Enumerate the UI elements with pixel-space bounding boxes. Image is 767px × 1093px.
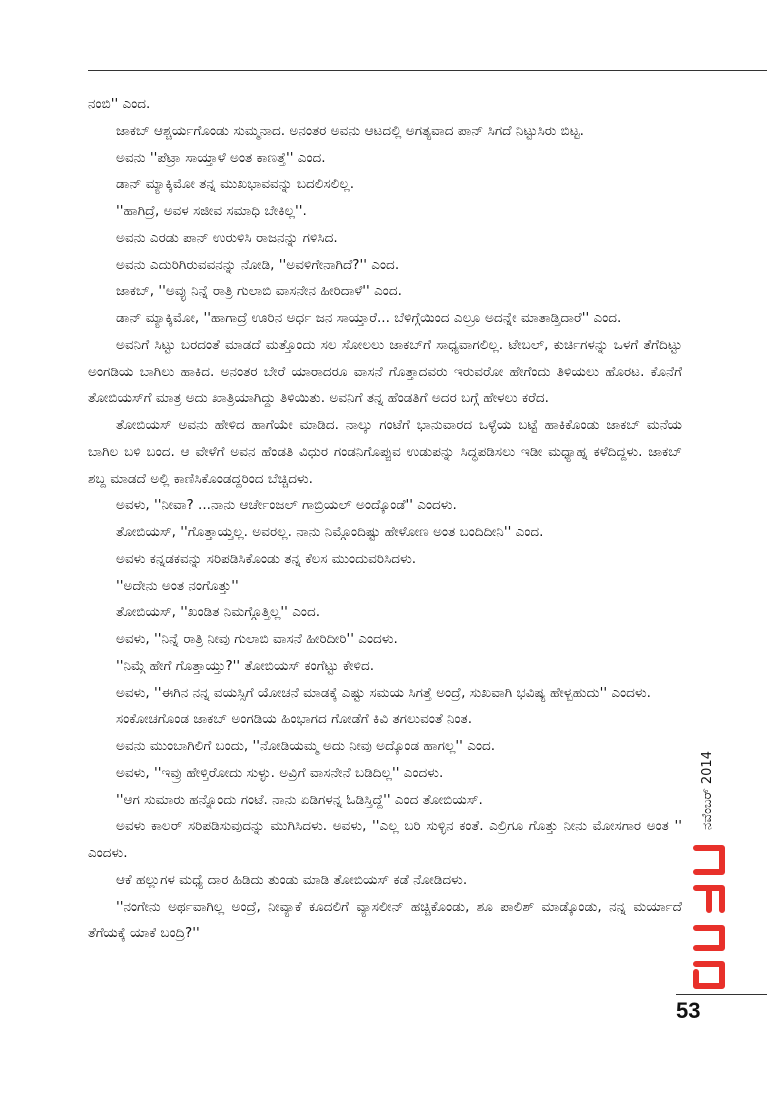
page-number: 53 bbox=[676, 998, 701, 1023]
paragraph: ತೋಬಿಯಸ್ ಅವನು ಹೇಳಿದ ಹಾಗೆಯೇ ಮಾಡಿದ. ನಾಲ್ಕು ಗಂಟೆಗೆ ಭಾನುವಾರದ ಒಳ್ಳೆಯ ಬಟ್ಟೆ ಹಾಕಿಕೊಂಡು ಜಾಕಬ್ ಮನೆಯ ಬಾಗಿಲ ಬಳಿ ಬಂದ. ಆ ವೇಳೆಗೆ ಅವನ ಹೆಂಡತಿ ವಿಧುರ ಗಂಡನಿಗೊಪ್ಪುವ ಉಡುಪನ್ನು ಸಿದ್ಧಪಡಿಸಲು ಇಡೀ ಮಧ್ಯಾಹ್ನ ಕಳೆದಿದ್ದಳು. ಜಾಕಬ್ ಶಬ್ದ ಮಾಡದೆ ಅಲ್ಲಿ ಕಾಣಿಸಿಕೊಂಡದ್ದರಿಂದ ಬೆಚ್ಚಿದಳು. bbox=[88, 417, 682, 487]
paragraph: ಜಾಕಬ್, ''ಅವ್ಳು ನಿನ್ನೆ ರಾತ್ರಿ ಗುಲಾಬಿ ವಾಸನೇನ ಹೀರಿದಾಳೆ'' ಎಂದ. bbox=[116, 283, 402, 300]
paragraph: ಅವಳು ಕನ್ನಡಕವನ್ನು ಸರಿಪಡಿಸಿಕೊಂಡು ತನ್ನ ಕೆಲಸ ಮುಂದುವರಿಸಿದಳು. bbox=[116, 550, 417, 567]
paragraph: ಜಾಕಬ್ ಆಶ್ಚರ್ಯಗೊಂಡು ಸುಮ್ಮನಾದ. ಅನಂತರ ಅವನು ಆಟದಲ್ಲಿ ಅಗತ್ಯವಾದ ಪಾನ್ ಸಿಗದೆ ನಿಟ್ಟುಸಿರು ಬಿಟ್ಟ. bbox=[116, 122, 584, 139]
paragraph: ''ನಿಮ್ಗೆ ಹೇಗೆ ಗೊತ್ತಾಯ್ತು?'' ತೋಬಿಯಸ್ ಕಂಗೆಟ್ಟು ಕೇಳಿದ. bbox=[116, 657, 375, 674]
article-body bbox=[88, 91, 682, 947]
paragraph: ಅವಳು, ''ನಿನ್ನೆ ರಾತ್ರಿ ನೀವು ಗುಲಾಬಿ ವಾಸನೆ ಹೀರಿದೀರಿ'' ಎಂದಳು. bbox=[116, 631, 398, 647]
paragraph: ''ಹಾಗಿದ್ರೆ, ಅವಳ ಸಜೀವ ಸಮಾಧಿ ಬೇಕಿಲ್ಲ''. bbox=[116, 203, 307, 219]
paragraph: ಡಾನ್ ಮ್ಯಾಕ್ಕಿಮೋ, ''ಹಾಗಾದ್ರೆ ಊರಿನ ಅರ್ಧ ಜನ ಸಾಯ್ತಾರೆ... ಬೆಳಿಗ್ಗೆಯಿಂದ ಎಲ್ರೂ ಅದನ್ನೇ ಮಾತಾಡ್ತಿದಾರೆ'' ಎಂದ. bbox=[116, 310, 622, 326]
paragraph: ''ನಂಗೇನು ಅರ್ಥವಾಗಿಲ್ಲ ಅಂದ್ರೆ, ನೀವ್ಯಾಕೆ ಕೂದಲಿಗೆ ವ್ಯಾಸಲೀನ್ ಹಚ್ಚಿಕೊಂಡು, ಶೂ ಪಾಲಿಶ್ ಮಾಡ್ಕೊಂಡು, ನನ್ನ ಮರ್ಯಾದೆ ತೆಗೆಯಕ್ಕೆ ಯಾಕೆ ಬಂದ್ರಿ?'' bbox=[88, 898, 682, 942]
paragraph: ಆಕೆ ಹಲ್ಲುಗಳ ಮಧ್ಯೆ ದಾರ ಹಿಡಿದು ತುಂಡು ಮಾಡಿ ತೋಬಿಯಸ್ ಕಡೆ ನೋಡಿದಳು. bbox=[116, 871, 468, 888]
paragraph: ''ಅದೇನು ಅಂತ ನಂಗೊತ್ತು'' bbox=[116, 577, 239, 594]
paragraph: ಅವನು ಎದುರಿಗಿರುವವನನ್ನು ನೋಡಿ, ''ಅವಳಿಗೇನಾಗಿದೆ?'' ಎಂದ. bbox=[116, 256, 400, 273]
paragraph: ಅವಳು, ''ಈಗಿನ ನನ್ನ ವಯಸ್ಸಿಗೆ ಯೋಚನೆ ಮಾಡಕ್ಕೆ ಎಷ್ಟು ಸಮಯ ಸಿಗತ್ತೆ ಅಂದ್ರೆ, ಸುಖವಾಗಿ ಭವಿಷ್ಯ ಹೇಳ್ಬಹುದು'' ಎಂದಳು. bbox=[116, 684, 651, 701]
paragraph: ಅವನಿಗೆ ಸಿಟ್ಟು ಬರದಂತೆ ಮಾಡದೆ ಮತ್ತೊಂದು ಸಲ ಸೋಲಲು ಜಾಕಬ್‌ಗೆ ಸಾಧ್ಯವಾಗಲಿಲ್ಲ. ಟೇಬಲ್, ಕುರ್ಚಿಗಳನ್ನು ಒಳಗೆ ತೆಗೆದಿಟ್ಟು ಅಂಗಡಿಯ ಬಾಗಿಲು ಹಾಕಿದ. ಅನಂತರ ಬೇರೆ ಯಾರಾದರೂ ವಾಸನೆ ಗೊತ್ತಾದವರು ಇರುವರೋ ಹೇಗೆಂದು ತಿಳಿಯಲು ಹೊರಟ. ಕೊನೆಗೆ ತೋಬಿಯಸ್‌ಗೆ ಮಾತ್ರ ಅದು ಖಾತ್ರಿಯಾಗಿದ್ದು ತಿಳಿಯಿತು. ಅವನಿಗೆ ತನ್ನ ಹೆಂಡತಿಗೆ ಅದರ ಬಗ್ಗೆ ಹೇಳಲು ಕರೆದ. bbox=[88, 336, 682, 407]
paragraph: ''ಆಗ ಸುಮಾರು ಹನ್ನೊಂದು ಗಂಟೆ. ನಾನು ಏಡಿಗಳನ್ನ ಓಡಿಸ್ತಿದ್ದೆ'' ಎಂದ ತೋಬಿಯಸ್. bbox=[116, 791, 483, 808]
paragraph: ನಂಬಿ'' ಎಂದ. bbox=[88, 96, 151, 112]
paragraph: ಅವನು ಮುಂಬಾಗಿಲಿಗೆ ಬಂದು, ''ನೋಡಿಯಮ್ಮ ಅದು ನೀವು ಅದ್ಕೊಂಡ ಹಾಗಲ್ಲ'' ಎಂದ. bbox=[116, 738, 496, 754]
bottom-rule bbox=[676, 994, 767, 995]
page-sidebar bbox=[690, 751, 738, 1000]
paragraph: ಅವಳು, ''ಇವ್ರು ಹೇಳ್ತಿರೋದು ಸುಳ್ಳು. ಅವ್ರಿಗೆ ವಾಸನೇನೆ ಬಡಿದಿಲ್ಲ'' ಎಂದಳು. bbox=[116, 764, 444, 781]
top-rule bbox=[88, 70, 767, 71]
paragraph: ಡಾನ್ ಮ್ಯಾಕ್ಕಿಮೋ ತನ್ನ ಮುಖಭಾವವನ್ನು ಬದಲಿಸಲಿಲ್ಲ. bbox=[116, 176, 355, 193]
paragraph: ಅವಳು, ''ನೀವಾ? ...ನಾನು ಆರ್ಚೇಂಜಲ್ ಗಾಬ್ರಿಯಲ್ ಅಂದ್ಕೊಂಡೆ'' ಎಂದಳು. bbox=[116, 497, 457, 514]
paragraph: ಸಂಕೋಚಗೊಂಡ ಜಾಕಬ್ ಅಂಗಡಿಯ ಹಿಂಭಾಗದ ಗೋಡೆಗೆ ಕಿವಿ ತಗಲುವಂತೆ ನಿಂತ. bbox=[116, 711, 473, 728]
paragraph: ತೋಬಿಯಸ್, ''ಗೊತ್ತಾಯ್ತಲ್ಲ. ಅವರಲ್ಲ. ನಾನು ನಿಮ್ಗೊಂದಿಷ್ಟು ಹೇಳೋಣ ಅಂತ ಬಂದಿದೀನಿ'' ಎಂದ. bbox=[116, 524, 544, 540]
paragraph: ಅವನು ಎರಡು ಪಾನ್ ಉರುಳಿಸಿ ರಾಜನನ್ನು ಗಳಿಸಿದ. bbox=[116, 229, 338, 246]
paragraph: ಅವನು ''ಪೆಟ್ರಾ ಸಾಯ್ತಾಳೆ ಅಂತ ಕಾಣತ್ತೆ'' ಎಂದ. bbox=[116, 149, 326, 166]
paragraph: ತೋಬಿಯಸ್, ''ಖಂಡಿತ ನಿಮಗ್ಗೊತ್ತಿಲ್ಲ'' ಎಂದ. bbox=[116, 604, 321, 621]
paragraph: ಅವಳು ಕಾಲರ್ ಸರಿಪಡಿಸುವುದನ್ನು ಮುಗಿಸಿದಳು. ಅವಳು, ''ಎಲ್ಲ ಬರಿ ಸುಳ್ಳಿನ ಕಂತೆ. ಎಲ್ರಿಗೂ ಗೊತ್ತು ನೀನು ಮೋಸಗಾರ ಅಂತ '' ಎಂದಳು. bbox=[88, 818, 682, 861]
issue-date: ನವೆಂಬರ್ 2014 bbox=[700, 751, 715, 830]
magazine-logo bbox=[690, 840, 728, 990]
